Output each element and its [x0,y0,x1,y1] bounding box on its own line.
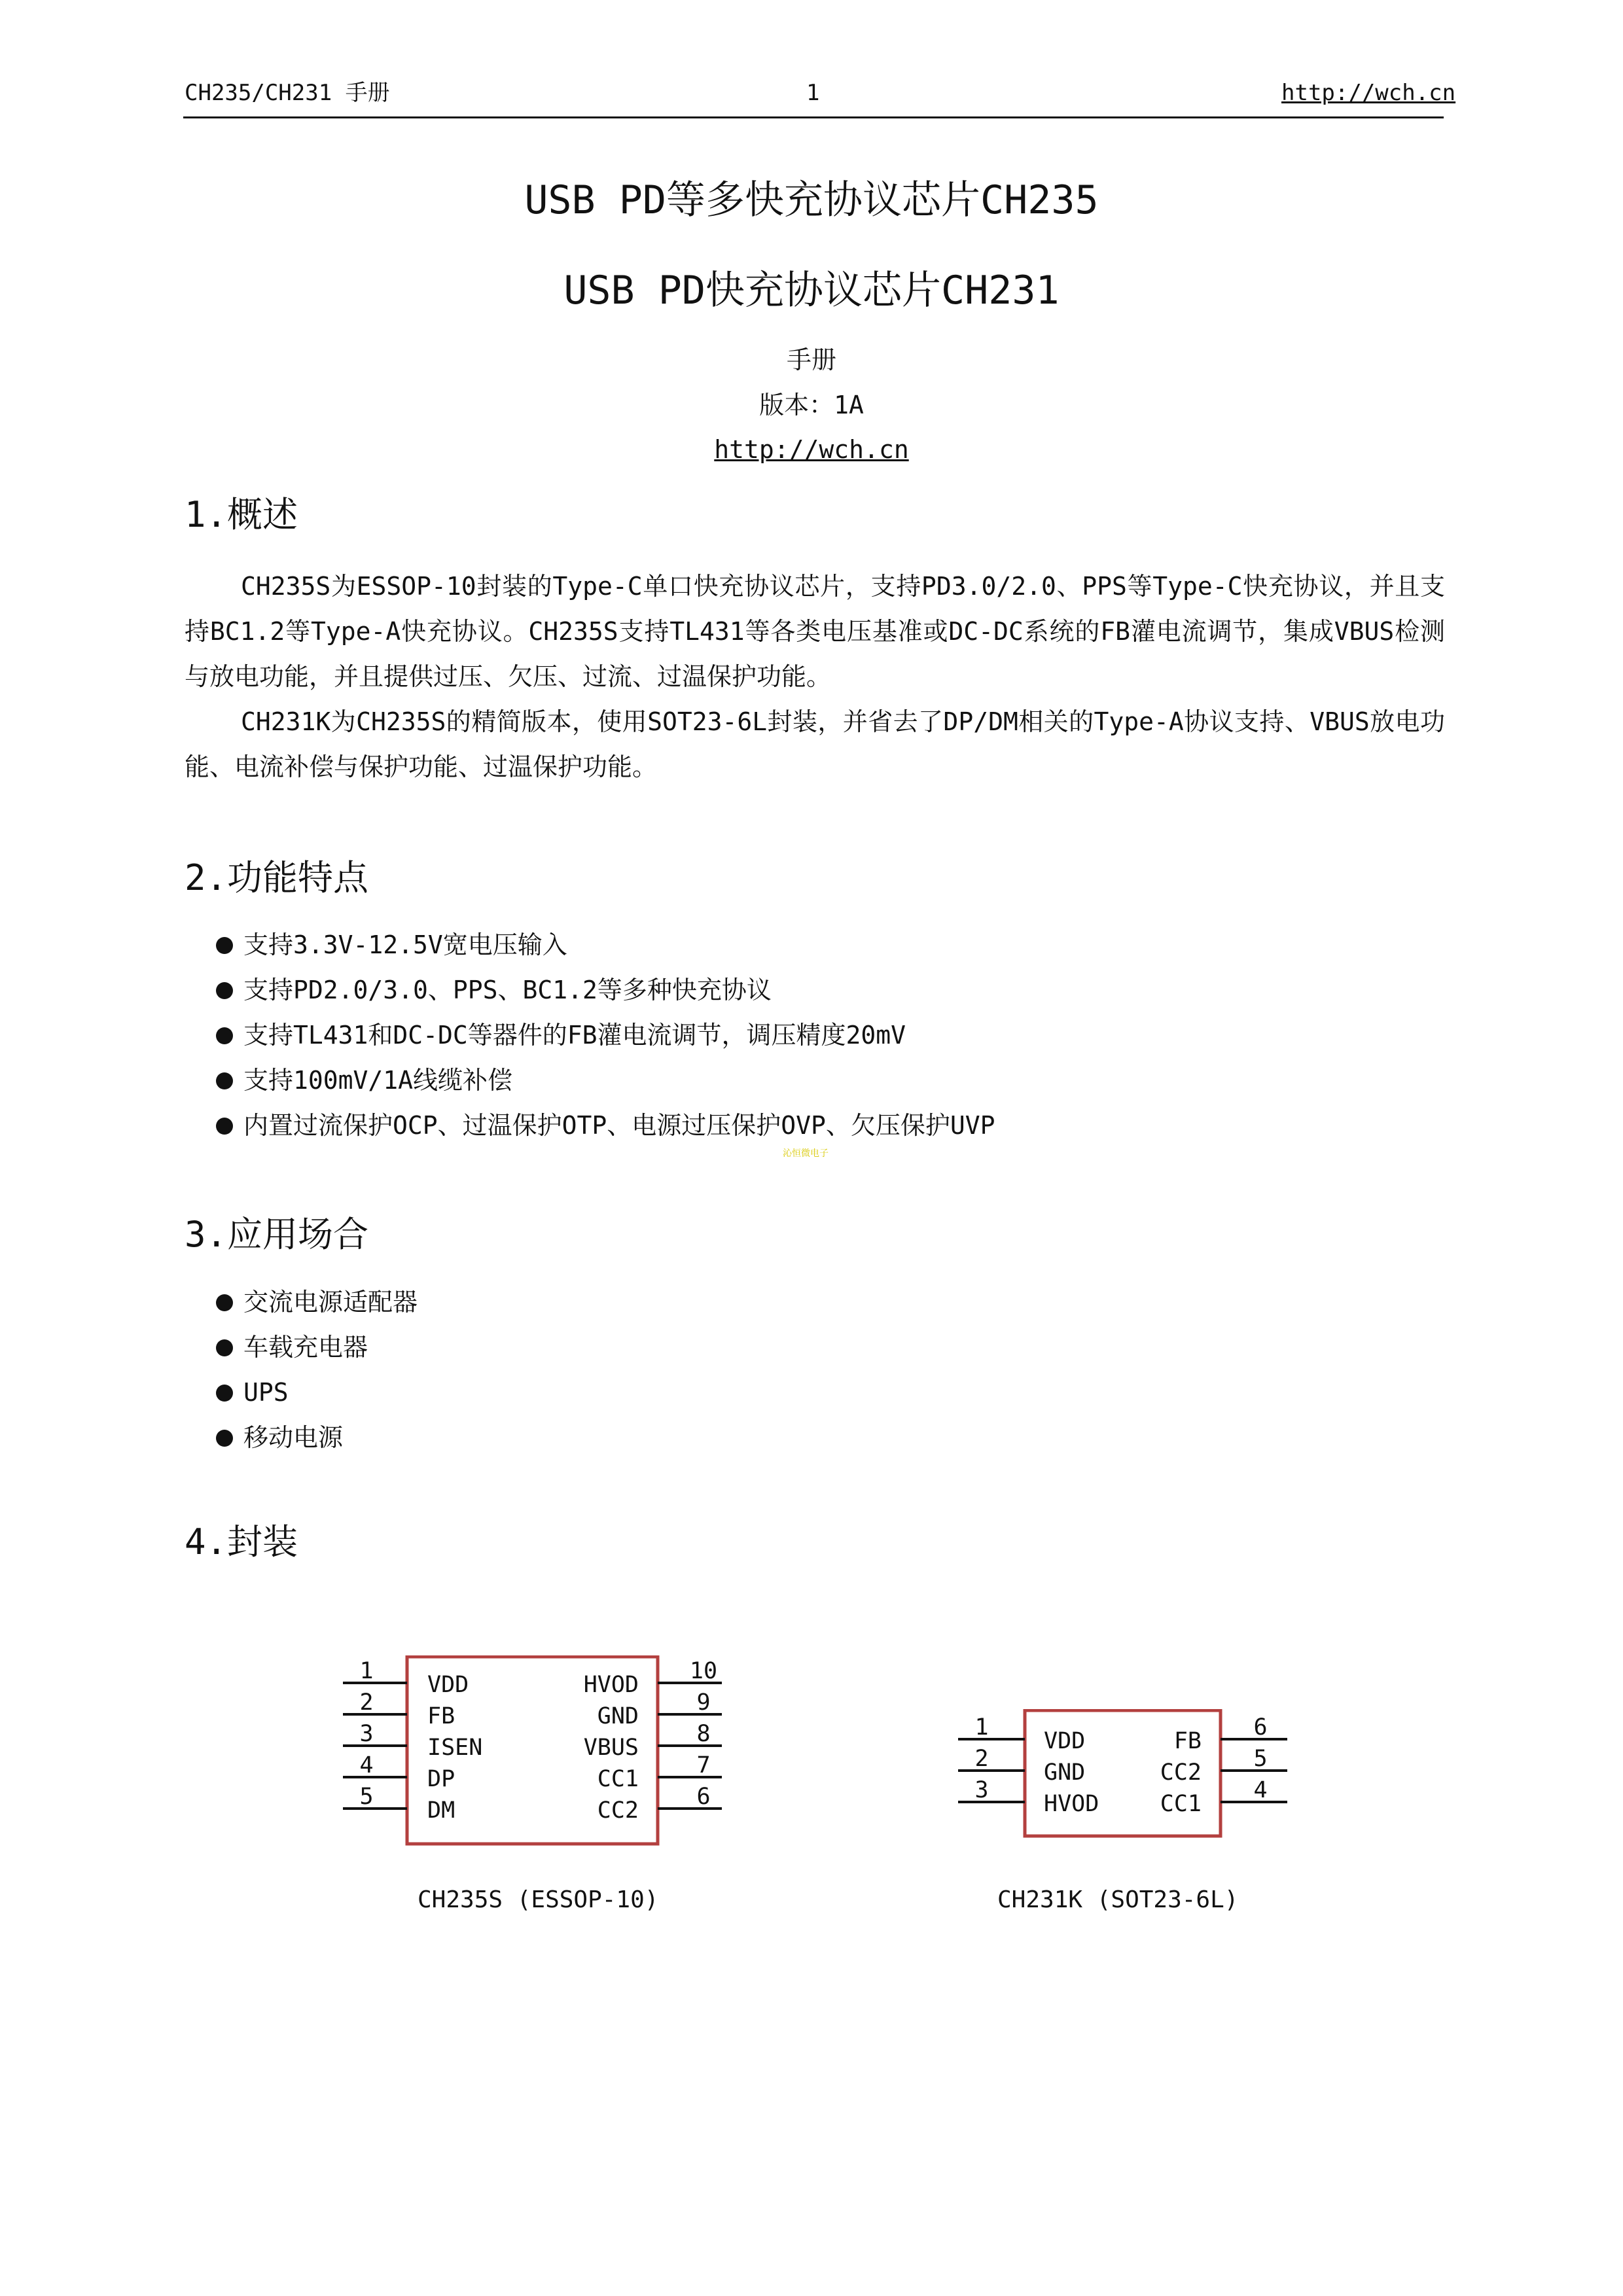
application-item-text: UPS [243,1378,289,1407]
overview-paragraph-2: CH231K为CH235S的精简版本，使用SOT23-6L封装，并省去了DP/DM相关的Type-A协议支持、VBUS放电功能、电流补偿与保护功能、过温保护功能。 [185,707,1445,781]
pin-name: FB [1173,1728,1202,1754]
bullet-icon [216,1027,233,1044]
feature-item [216,1065,512,1096]
header-divider [183,116,1444,118]
feature-item-text: 内置过流保护OCP、过温保护OTP、电源过压保护OVP、欠压保护UVP [243,1111,995,1140]
pin-name: FB [427,1703,455,1729]
pin-number: 7 [696,1752,711,1778]
pin-number: 6 [1253,1714,1268,1740]
feature-item-text: 支持PD2.0/3.0、PPS、BC1.2等多种快充协议 [243,976,772,1004]
application-item-text: 车载充电器 [243,1333,368,1362]
title-url-link[interactable]: http://wch.cn [714,435,909,464]
title-ch231: USB PD快充协议芯片CH231 [563,268,1060,313]
pin-number: 5 [1253,1746,1268,1772]
ch235s-pinout-diagram [327,1655,746,1865]
bullet-icon [216,937,233,954]
pin-number: 8 [696,1721,711,1747]
pin-number: 4 [1253,1777,1268,1803]
doc-type: 手册 [786,345,836,374]
ch231k-pinout-diagram [942,1709,1309,1860]
pin-number: 10 [689,1658,718,1684]
section-heading-package: 4.封装 [185,1521,298,1563]
pin-name: ISEN [427,1735,483,1761]
pin-number: 2 [359,1689,374,1716]
header-page-number: 1 [806,80,820,106]
pin-name: HVOD [583,1672,639,1698]
doc-version: 版本：1A [759,391,864,419]
pin-name: CC1 [1160,1791,1202,1817]
pin-name: CC2 [1160,1759,1202,1786]
pin-number: 1 [974,1714,989,1740]
bullet-icon [216,1072,233,1089]
application-item [216,1377,289,1408]
application-item [216,1422,343,1453]
pin-name: DP [427,1766,455,1792]
bullet-icon [216,1294,233,1311]
feature-item [216,1110,995,1141]
bullet-icon [216,1385,233,1402]
pin-number: 1 [359,1658,374,1684]
pin-number: 3 [974,1777,989,1803]
bullet-icon [216,1339,233,1356]
pin-number: 5 [359,1784,374,1810]
feature-item-text: 支持100mV/1A线缆补偿 [243,1066,513,1095]
pin-name: VBUS [583,1735,639,1761]
ch235s-caption: CH235S (ESSOP-10) [418,1886,659,1913]
pin-name: CC2 [597,1797,639,1824]
header-doc-name: CH235/CH231 手册 [185,80,390,106]
pin-name: CC1 [597,1766,639,1792]
bullet-icon [216,982,233,999]
title-url [0,434,1623,465]
section-heading-features: 2.功能特点 [185,857,369,898]
pin-name: GND [597,1703,639,1729]
pin-name: DM [427,1797,455,1824]
feature-item-text: 支持TL431和DC-DC等器件的FB灌电流调节，调压精度20mV [243,1021,906,1050]
application-item-text: 交流电源适配器 [243,1288,418,1316]
application-item [216,1286,418,1318]
section-heading-overview: 1.概述 [185,494,298,535]
pin-name: VDD [427,1672,469,1698]
feature-item-text: 支持3.3V-12.5V宽电压输入 [243,930,567,959]
pin-name: VDD [1044,1728,1086,1754]
watermark-mark: 沁恒微电子 [783,1148,829,1159]
section-heading-applications: 3.应用场合 [185,1214,369,1255]
pin-name: GND [1044,1759,1086,1786]
application-item-text: 移动电源 [243,1423,344,1452]
pin-number: 2 [974,1746,989,1772]
header-url-link[interactable]: http://wch.cn [1281,80,1456,106]
ch231k-caption: CH231K (SOT23-6L) [997,1886,1239,1913]
overview-paragraph-1: CH235S为ESSOP-10封装的Type-C单口快充协议芯片，支持PD3.0/2.0、PPS等Type-C快充协议，并且支持BC1.2等Type-A快充协议。CH235S支持TL431等各类电压基准或DC-DC系统的FB灌电流调节，集成VBUS检测与放电功能，并且提供过压、欠压、过流、过温保护功能。 [185,572,1445,691]
feature-item [216,929,567,961]
application-item [216,1332,368,1363]
pin-number: 3 [359,1721,374,1747]
bullet-icon [216,1118,233,1135]
feature-item [216,1019,906,1051]
pin-name: HVOD [1044,1791,1099,1817]
overview-body [185,564,1445,790]
feature-item [216,974,772,1006]
pin-number: 9 [696,1689,711,1716]
pin-number: 6 [696,1784,711,1810]
title-ch235: USB PD等多快充协议芯片CH235 [524,177,1099,223]
bullet-icon [216,1430,233,1447]
pin-number: 4 [359,1752,374,1778]
